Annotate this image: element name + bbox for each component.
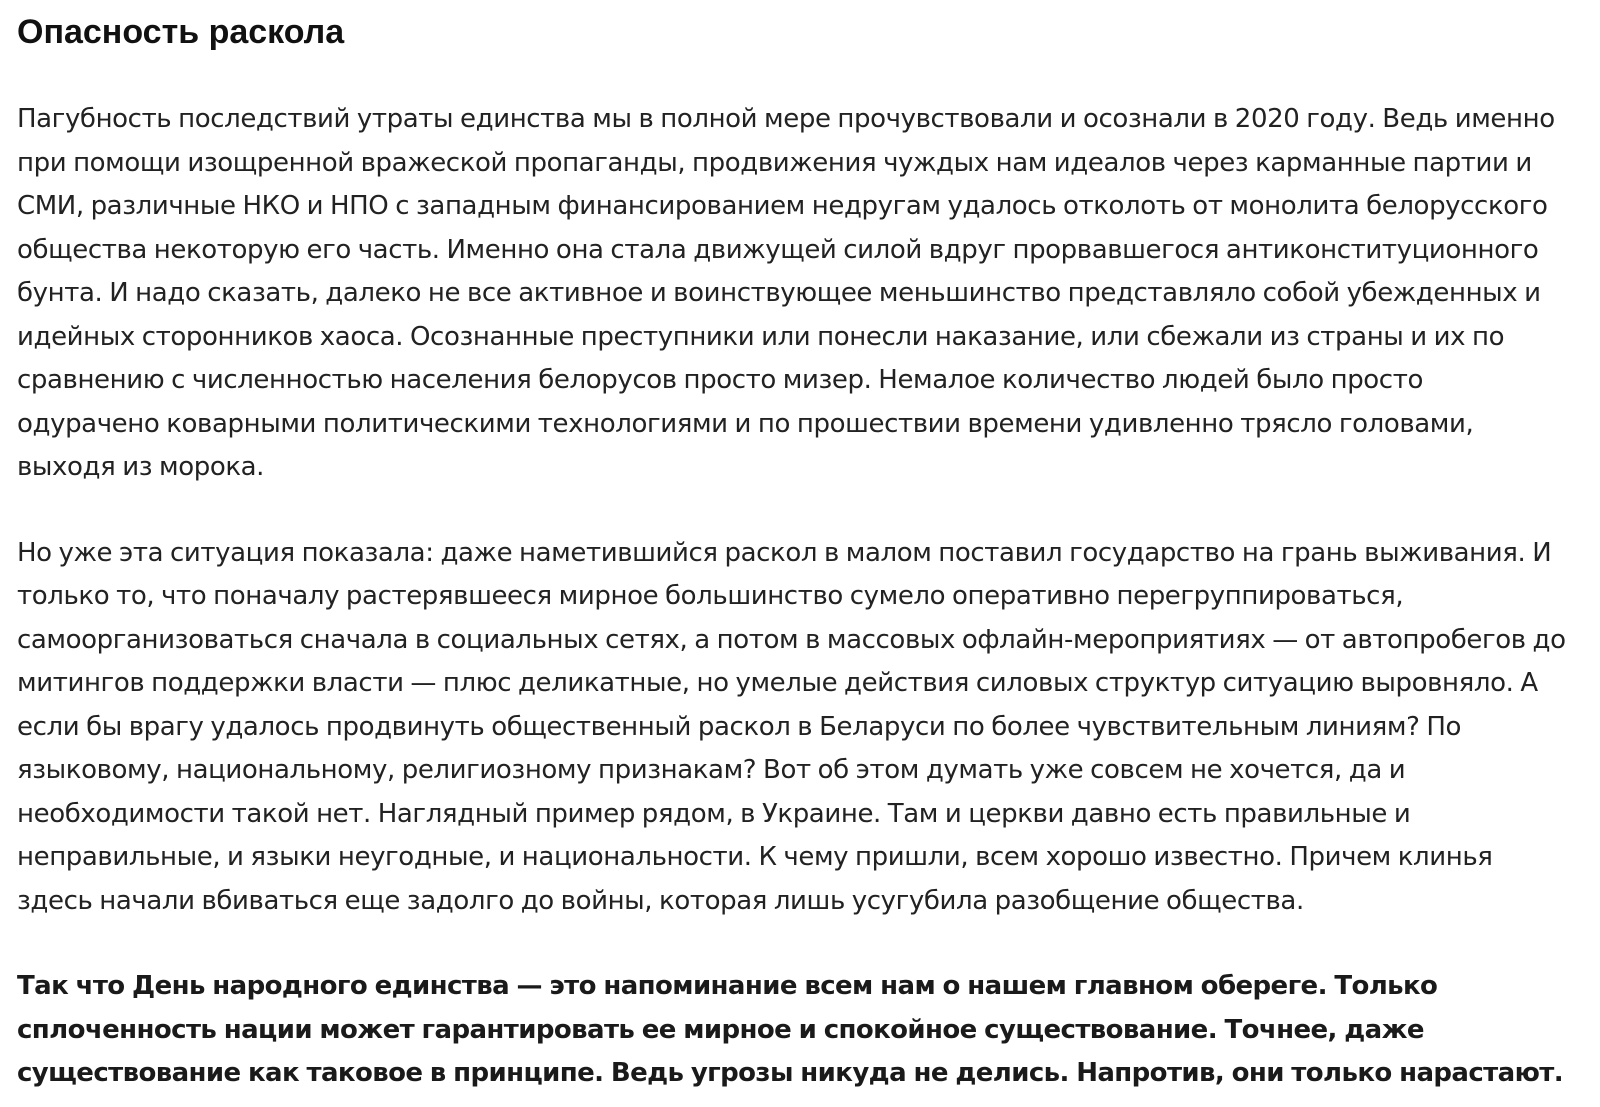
paragraph-1: Пагубность последствий утраты единства мы в полной мере прочувствовали и осознали в 2020 году. Ведь именно при помощи изощренной вражеской пропаганды, продвижения чуждых нам идеалов через карманные партии и СМИ, различные НКО и НПО с западным финансированием недругам удалось отколоть от монолита белорусского общества некоторую его часть. Именно она стала движущей силой вдруг прорвавшегося антиконституционного бунта. И надо сказать, далеко не все активное и воинствующее меньшинство представляло собой убежденных и идейных сторонников хаоса. Осознанные преступники или понесли наказание, или сбежали из страны и их по сравнению с численностью населения белорусов просто мизер. Немалое количество людей было просто одурачено коварными политическими технологиями и по прошествии времени удивленно трясло головами, выходя из морока. <box>17 104 1555 482</box>
section-heading: Опасность раскола <box>17 13 345 51</box>
article <box>17 0 1572 1096</box>
paragraph-2: Но уже эта ситуация показала: даже наметившийся раскол в малом поставил государство на грань выживания. И только то, что поначалу растерявшееся мирное большинство сумело оперативно перегруппироваться, самоорганизоваться сначала в социальных сетях, а потом в массовых офлайн-мероприятиях — от автопробегов до митингов поддержки власти — плюс деликатные, но умелые действия силовых структур ситуацию выровняло. А если бы врагу удалось продвинуть общественный раскол в Беларуси по более чувствительным линиям? По языковому, национальному, религиозному признакам? Вот об этом думать уже совсем не хочется, да и необходимости такой нет. Наглядный пример рядом, в Украине. Там и церкви давно есть правильные и неправильные, и языки неугодные, и национальности. К чему пришли, всем хорошо известно. Причем клинья здесь начали вбиваться еще задолго до войны, которая лишь усугубила разобщение общества. <box>17 537 1566 916</box>
paragraph-3-bold: Так что День народного единства — это напоминание всем нам о нашем главном обереге. Только сплоченность нации может гарантировать ее мирное и спокойное существование. Точнее, даже существование как таковое в принципе. Ведь угрозы никуда не делись. Напротив, они только нарастают. <box>17 971 1563 1088</box>
